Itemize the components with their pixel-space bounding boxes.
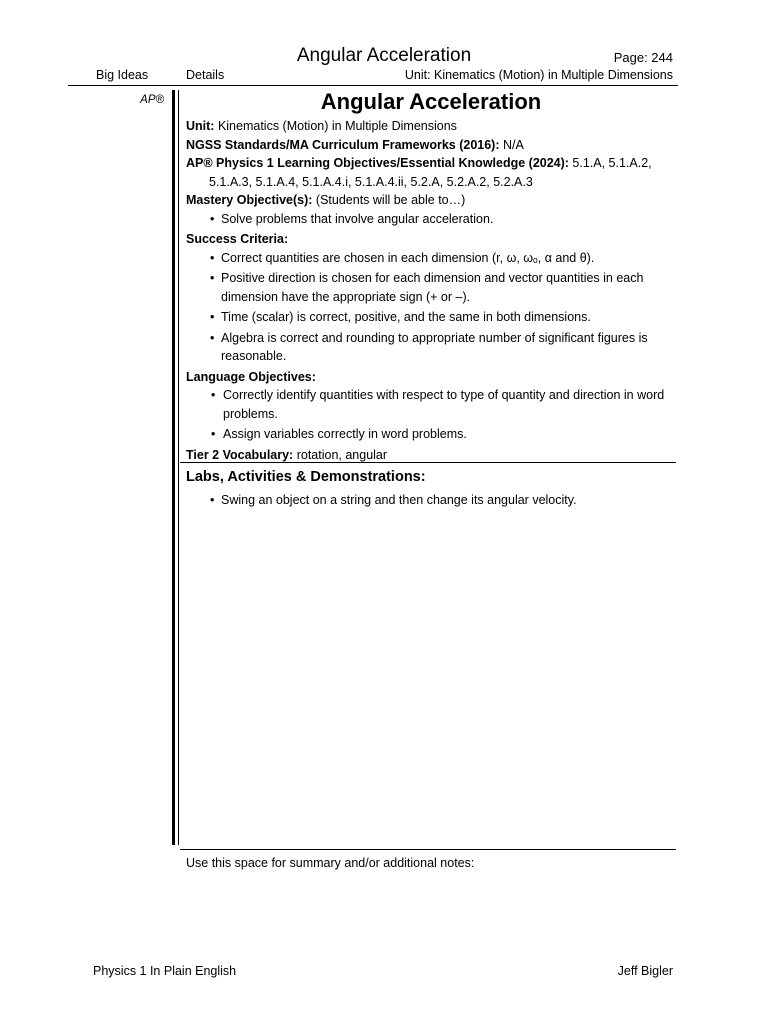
big-ideas-column-label: Big Ideas xyxy=(96,68,149,82)
bullet-icon: • xyxy=(211,388,216,402)
mastery-value: (Students will be able to…) xyxy=(312,193,466,207)
details-column-label: Details xyxy=(186,68,225,82)
list-item: • Positive direction is chosen for each dimension and vector quantities in each dimension have the appropriate sign (+ or –). xyxy=(210,271,644,304)
section-title: Angular Acceleration xyxy=(320,89,542,114)
bullet-icon: • xyxy=(210,211,215,226)
summary-prompt: Use this space for summary and/or additional notes: xyxy=(186,856,475,870)
list-item: • Correct quantities are chosen in each dimension (r, ω, ωₒ, α and θ). xyxy=(186,249,676,268)
list-item: • Swing an object on a string and then change its angular velocity. xyxy=(186,491,676,510)
list-item: • Solve problems that involve angular acceleration. xyxy=(186,210,676,229)
page-number: Page: 244 xyxy=(613,50,673,65)
labs-title: Labs, Activities & Demonstrations: xyxy=(186,469,426,485)
language-objectives-label: Language Objectives: xyxy=(186,369,316,384)
header-unit: Unit: Kinematics (Motion) in Multiple Dimensions xyxy=(404,68,673,82)
mastery-list xyxy=(186,210,676,229)
page-header-title: Angular Acceleration xyxy=(296,45,472,66)
bullet-icon: • xyxy=(210,492,215,507)
margin-thin-rule xyxy=(178,90,179,845)
mastery-label: Mastery Objective(s): xyxy=(186,193,313,207)
ap-objectives-continued: 5.1.A.3, 5.1.A.4, 5.1.A.4.i, 5.1.A.4.ii, 5.2.A, 5.2.A.2, 5.2.A.3 xyxy=(209,174,533,189)
success-criteria-list xyxy=(186,249,676,366)
header-divider xyxy=(68,85,678,86)
footer-book-title: Physics 1 In Plain English xyxy=(93,964,237,978)
labs-list xyxy=(186,491,676,510)
mastery-line xyxy=(186,191,676,210)
unit-line xyxy=(186,117,676,136)
list-item: • Correctly identify quantities with respect to type of quantity and direction in word problems. xyxy=(211,388,665,421)
unit-label: Unit: xyxy=(186,119,215,133)
bullet-icon: • xyxy=(210,250,215,265)
ap-marker: AP® xyxy=(140,94,164,106)
ap-objectives-label: AP® Physics 1 Learning Objectives/Essential Knowledge (2024): xyxy=(186,156,569,170)
ap-objectives-line xyxy=(186,154,676,173)
objectives-section xyxy=(186,88,676,464)
list-item: • Time (scalar) is correct, positive, and the same in both dimensions. xyxy=(186,308,676,327)
bullet-icon: • xyxy=(210,330,215,345)
list-item: • Algebra is correct and rounding to appropriate number of significant figures is reasonable. xyxy=(210,330,648,363)
bullet-icon: • xyxy=(210,310,215,324)
success-criteria-label: Success Criteria: xyxy=(186,232,289,246)
vocabulary-label: Tier 2 Vocabulary: xyxy=(186,447,294,462)
margin-thick-rule xyxy=(172,90,175,845)
footer-author: Jeff Bigler xyxy=(617,964,673,978)
bullet-icon: • xyxy=(210,271,215,285)
bullet-icon: • xyxy=(211,427,216,441)
labs-section xyxy=(186,468,676,511)
notes-divider xyxy=(180,849,676,850)
ngss-label: NGSS Standards/MA Curriculum Frameworks (2016): xyxy=(186,137,500,152)
language-objectives-list xyxy=(186,386,676,444)
ap-objectives-value: 5.1.A, 5.1.A.2, xyxy=(568,156,652,170)
ngss-value: N/A xyxy=(499,137,524,152)
unit-value: Kinematics (Motion) in Multiple Dimensions xyxy=(214,119,457,133)
ngss-line xyxy=(186,136,676,155)
vocabulary-value: rotation, angular xyxy=(293,447,388,462)
section-divider xyxy=(180,462,676,463)
list-item: • Assign variables correctly in word problems. xyxy=(186,425,676,444)
